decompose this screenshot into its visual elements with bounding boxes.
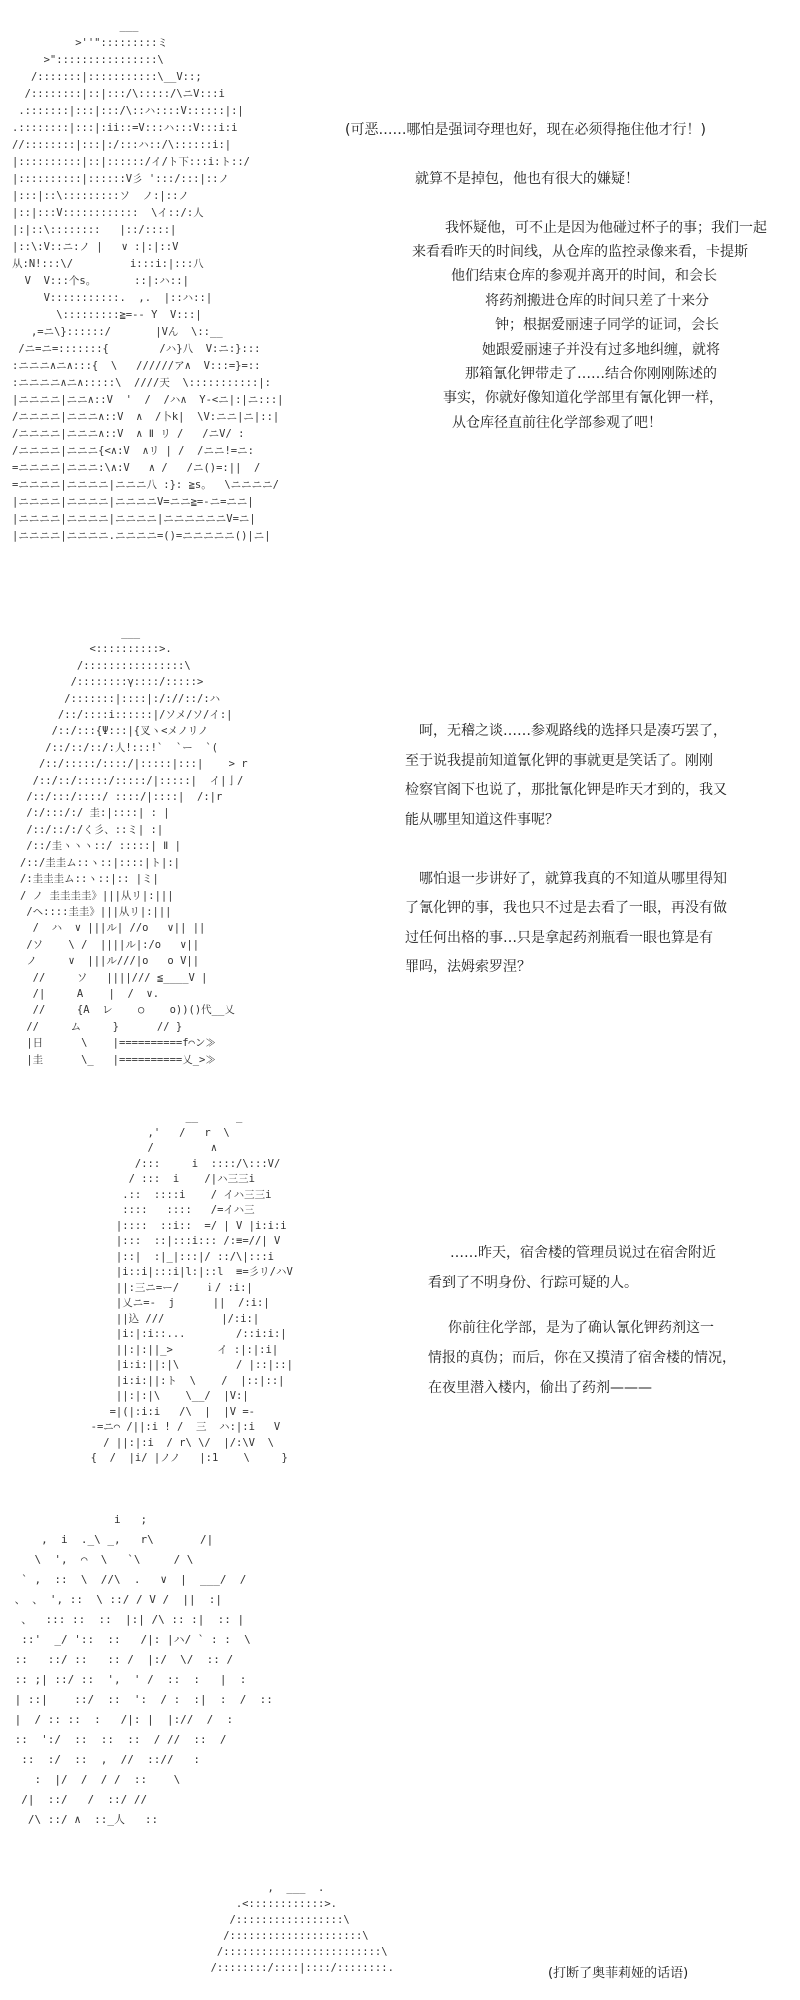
scene-4 — [0, 1510, 800, 1840]
dialogue-line: 来看看昨天的时间线，从仓库的监控录像来看，卡提斯 — [412, 244, 748, 260]
dialogue-line — [405, 835, 790, 865]
ascii-art-effect-burst: i ; , i ._\ _, r\ /| \ ', ⌒ \ `\ / \ ` , :: \ //\ . ∨ | ___/ / 、 、 ', :: \ ::/ / V / || :| 、 ::: :: :: |:| /\ :: :| :: | ::' _/ ':: :: /|: |ハ/ ` : : \ :: ::/ :: :: / |:/ \/ :: / :: ;| ::/ :: ', ' / :: : | : | ::| ::/ :: ': / : :| : / :: | / :: :: : /|: | |:// / : :: ':/ :: :: :: / // :: / :: :/ :: , // ::// : : |/ / / / :: \ /| ::/ / ::/ // /\ ::/ ∧ ::_人 :: — [14, 1513, 273, 1826]
dialogue-line: 那箱氰化钾带走了……结合你刚刚陈述的 — [465, 366, 717, 383]
dialogue-line: 呵，无稽之谈……参观路线的选择只是凑巧罢了， — [419, 723, 727, 739]
dialogue-line: 哪怕退一步讲好了，就算我真的不知道从哪里得知 — [419, 870, 727, 887]
scene-3 — [0, 1110, 800, 1475]
dialogue-line: 事实，你就好像知道化学部里有氰化钾一样， — [443, 390, 723, 407]
dialogue-line: 在夜里潜入楼内，偷出了药剂——— — [428, 1380, 652, 1396]
stage-direction — [548, 1964, 788, 1984]
dialogue-line: 罪吗，法姆索罗涅？ — [405, 959, 531, 975]
dialogue-1 — [345, 118, 790, 435]
dialogue-line: 钟；根据爱丽速子同学的证词，会长 — [495, 317, 719, 334]
dialogue-line — [428, 1298, 788, 1313]
dialogue-line: 过任何出格的事…只是拿起药剂瓶看一眼也算是有 — [405, 929, 713, 946]
dialogue-3 — [428, 1238, 788, 1403]
dialogue-line: 将药剂搬进仓库的时间只差了十来分 — [485, 292, 709, 309]
dialogue-line: 至于说我提前知道氰化钾的事就更是笑话了。刚刚 — [405, 752, 713, 769]
scene-2 — [0, 625, 800, 1085]
scene-5 — [0, 1880, 800, 2000]
dialogue-2 — [405, 717, 790, 983]
dialogue-line: 看到了不明身份、行踪可疑的人。 — [428, 1275, 638, 1291]
dialogue-line: 她跟爱丽速子并没有过多地纠缠，就将 — [482, 341, 720, 358]
dialogue-line: 就算不是掉包，他也有很大的嫌疑！ — [415, 170, 639, 187]
ascii-art-character-1: ___ >''":::::::::ミ >"::::::::::::::::\ /:::::::|:::::::::::\__V::; /::::::::|::|:::/\:::::/\ニV:::i .:::::::|:::|:::/\::ハ::::V::::::|:| .::::::::|:::|:ii::=V:::ハ:::V:::i:i //::::::::|:::|:/:::ハ::/\::::::i:| |::::::::::|::|::::::/イ/ト下:::i:ト::/ |::::::::::|::::::V彡 ':::/:::|::ノ |:::|::\:::::::::ソ ノ:|::ノ |::|:::V:::::::::::: \イ::/:人 |:|::\:::::::: |::/::::| |::\:V::ニ:ノ | ∨ :|:|::V 从:N!:::\/ i:::i:|:::八 V V:::个s。 ::|:ハ::| V:::::::::::. ,. |::ハ::| \:::::::::≧=-- Y V:::| ,=ニ\}::::::/ |Vん \::__ /ニ=ニ=:::::::{ /ハ}八 V:ニ:}::: :ニニニ∧ニ∧:::{ \ //////ア∧ V:::=}=:: :ニニニニ∧ニ∧:::::\ ////天 \:::::::::::|: |ニニニニ|ニニ∧::V ' / /ハ∧ Y-<ニ|:|ニ:::| /ニニニニ|ニニニ∧::V ∧ /卜k| \V:ニニ|ニ|::| /ニニニニ|ニニニ∧::V ∧ Ⅱ リ / /ニV/ : /ニニニニ|ニニニ{<∧:V ∧リ | / /ニニ!=ニ: =ニニニニ|ニニニ:\∧:V ∧ / /ニ()=:|| / =ニニニニ|ニニニニ|ニニニ八 :}: ≧s。 \ニニニニ/ |ニニニニ|ニニニニ|ニニニニV=ニニ≧=-ニ=ニニ| |ニニニニ|ニニニニ|ニニニニ|ニニニニニニV=ニ| |ニニニニ|ニニニニ.ニニニニ=()=ニニニニニ()|ニ| — [12, 20, 284, 542]
ascii-art-character-2: ___ <::::::::::>. /::::::::::::::::\ /::::::::γ::::/:::::> /:::::::|::::|:/://::/:ハ /::/::::i::::::|/ソメ/ソ/イ:| /::/:::{Ψ:::|{叉ヽ<メノリノ /::/::/::/:人!:::!` `ー `( /::/:::::/::::/|:::::|:::| > r /::/::/:::::/:::::/|:::::| イ|亅/ /::/:::/::::/ ::::/|::::| /:|r /:/:::/:/ 圭:|::::| : | /::/::/:/く彡、::ミ| :| /::/圭ヽヽヽ::/ :::::| Ⅱ | /::/圭圭ム::ヽ::|::::|ト|:| /:圭圭圭ム::ヽ::|:: |ミ| / ノ 圭圭圭圭》|||从リ|:||| /ヘ::::圭圭》|||从リ|:||| / ハ ∨ |||ル| //o ∨|| || /ソ \ / ||||ル|:/o ∨|| ノ ∨ |||ル///|o o V|| // ソ ||||/// ≦____V | /| A | / ∨. // {A レ ○ o))()代__乂 // ム } // } |日 \ |==========f⌒ン≫ |圭 \_ |==========乂_>≫ — [20, 627, 248, 1066]
dialogue-line: 了氰化钾的事，我也只不过是去看了一眼，再没有做 — [405, 900, 727, 916]
dialogue-line: ……昨天，宿舍楼的管理员说过在宿舍附近 — [450, 1245, 716, 1261]
dialogue-line — [345, 191, 790, 215]
dialogue-line: 能从哪里知道这件事呢？ — [405, 811, 559, 828]
dialogue-line: 你前往化学部，是为了确认氰化钾药剂这一 — [448, 1320, 714, 1336]
dialogue-line: 检察官阁下也说了，那批氰化钾是昨天才到的，我又 — [405, 782, 727, 798]
dialogue-line — [345, 142, 790, 166]
dialogue-line: 从仓库径直前往化学部参观了吧！ — [452, 414, 662, 431]
ascii-art-character-4: , ___ . .<::::::::::::>. /:::::::::::::::::\ /:::::::::::::::::::::\ /:::::::::::::::::::::::::\ /::::::::/::::|::::/::::::::. — [210, 1882, 394, 1974]
ascii-art-character-3: __ _ ,' / r \ / ∧ /::: i ::::/\:::V/ / ::: i /|ハ三三i .:: ::::i / イハ三三i :::: :::: /=イハ三 |:::: ::i:: =/ | V |i:i:i |::: ::|:::i::: /:≡=//| V |::| :|_|:::|/ ::/\|:::i |i::i|:::i|l:|::l ≡=彡リ/ハV ||:三ニ=ー/ ｉ/ :i:| |乂ニ=- j || /:i:| ||込 /// |/:i:| |i:|:i::... /::i:i:| ||:|:||_> イ :|:|:i| |i:i:||:|\ / |::|::| |i:i:||:ト \ / |::|::| ||:|:|\ \__/ |V:| =|(|:i:i /\ | |V =- -=ニ⌒ /||:i ! / 三 ハ:|:i V / ||:|:i / r\ \/ |/:\V \ { / |i/ |ノノ |:1 \ } — [90, 1111, 293, 1464]
dialogue-line: 他们结束仓库的参观并离开的时间，和会长 — [451, 268, 717, 285]
dialogue-line: (可恶……哪怕是强词夺理也好，现在必须得拖住他才行！) — [345, 122, 706, 138]
dialogue-line: 情报的真伪；而后，你在又摸清了宿舍楼的情况， — [428, 1350, 736, 1366]
dialogue-line: (打断了奥菲莉娅的话语) — [548, 1966, 689, 1981]
dialogue-line: 我怀疑他，可不止是因为他碰过杯子的事；我们一起 — [445, 219, 767, 236]
scene-1 — [0, 18, 800, 578]
